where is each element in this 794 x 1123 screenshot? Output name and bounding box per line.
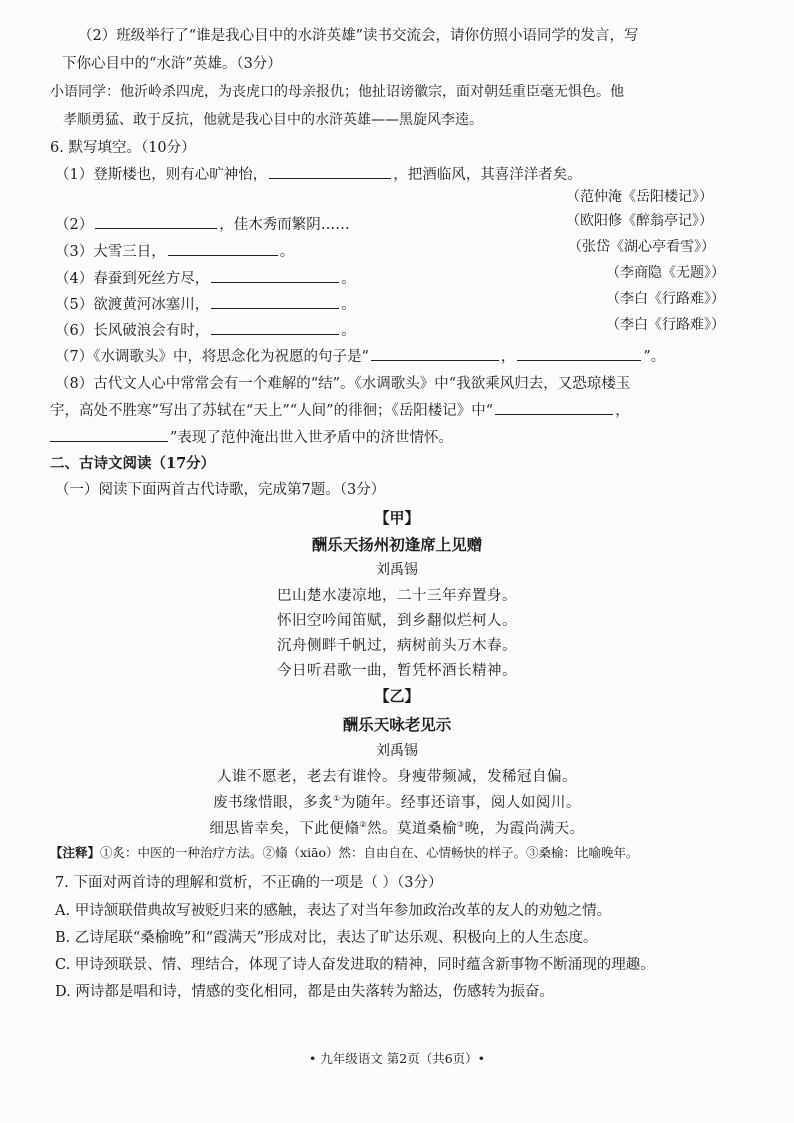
- q6-item6-blank[interactable]: [211, 320, 339, 335]
- q5-2-line2: 下你心目中的“水浒”英雄。（3分）: [62, 56, 282, 72]
- footnote-marker-3: ③: [457, 820, 465, 830]
- q7-option-b[interactable]: B. 乙诗尾联“桑榆晚”和“霞满天”形成对比，表达了旷达乐观、积极向上的人生态度。: [55, 930, 598, 946]
- q6-item3-source: （张岱《湖心亭看雪》）: [568, 239, 715, 255]
- q6-item2-post: ，佳木秀而繁阴……: [219, 217, 350, 233]
- q6-item6-post: 。: [341, 323, 356, 339]
- poem-yi-line2: [0, 791, 794, 812]
- q6-item4-post: 。: [341, 271, 356, 287]
- poem-yi-line3-b: 然。莫道桑榆: [367, 821, 457, 837]
- q6-item7-blank-2[interactable]: [517, 346, 641, 361]
- q6-item8-blank-2[interactable]: [50, 427, 168, 442]
- poem-yi-title: 酬乐天咏老见示: [342, 716, 452, 734]
- poem-yi-author: 刘禹锡: [376, 743, 418, 759]
- q6-item3-blank[interactable]: [168, 241, 278, 256]
- notes-text: ①炙：中医的一种治疗方法。②翛（xiāo）然：自由自在、心情畅快的样子。③桑榆：比喻晚年。: [100, 845, 639, 860]
- q6-item6-pre: （6）长风破浪会有时，: [55, 323, 210, 339]
- q6-item5-post: 。: [341, 297, 356, 313]
- q6-item8-line2-post: ，: [615, 403, 630, 419]
- q6-item3-pre: （3）大雪三日，: [55, 244, 166, 260]
- q6-item5-pre: （5）欲渡黄河冰塞川，: [55, 297, 210, 313]
- q6-item7: [55, 346, 665, 368]
- q6-item6: [55, 320, 356, 342]
- q6-item1: [55, 164, 582, 186]
- poem-yi-line2-a: 废书缘惜眼，多炙: [213, 795, 334, 811]
- q6-item8-blank-1[interactable]: [495, 400, 613, 415]
- poem-yi-tag: 【乙】: [374, 687, 420, 705]
- q6-item5-blank[interactable]: [211, 294, 339, 309]
- q6-item3: [55, 241, 294, 263]
- q6-item4-pre: （4）春蚕到死丝方尽，: [55, 271, 210, 287]
- q7-option-d[interactable]: D. 两诗都是唱和诗，情感的变化相同，都是由失落转为豁达，伤感转为振奋。: [55, 984, 554, 1000]
- q6-item5: [55, 294, 356, 316]
- q6-item6-source: （李白《行路难》）: [606, 317, 725, 333]
- poem-jia-tag: 【甲】: [374, 509, 420, 527]
- q6-item5-source: （李白《行路难》）: [606, 291, 725, 307]
- poem-jia-author: 刘禹锡: [376, 562, 418, 578]
- q7-option-c[interactable]: C. 甲诗颈联景、情、理结合，体现了诗人奋发进取的精神，同时蕴含新事物不断涌现的理趣。: [55, 957, 655, 973]
- q6-item7-post: ”。: [643, 349, 666, 365]
- q6-item7-blank-1[interactable]: [371, 346, 499, 361]
- q6-item2-blank[interactable]: [95, 214, 217, 229]
- poem-jia-line: 沉舟侧畔千帆过，病树前头万木春。: [277, 638, 517, 654]
- poem-jia-line: 今日听君歌一曲，暂凭杯酒长精神。: [277, 663, 517, 679]
- q6-item2-pre: （2）: [55, 217, 94, 233]
- q6-item1-blank[interactable]: [269, 164, 391, 179]
- q6-item7-pre: （7）《水调歌头》中，将思念化为祝愿的句子是“: [55, 349, 369, 365]
- q7-stem: 7. 下面对两首诗的理解和赏析，不正确的一项是（ ）（3分）: [55, 875, 443, 891]
- q5-2-example-line1: 小语同学：他沂岭杀四虎，为丧虎口的母亲报仇；他扯诏谤徽宗，面对朝廷重臣毫无惧色。他: [50, 84, 624, 100]
- poem-yi-line1: 人谁不愿老，老去有谁怜。身瘦带频减，发稀冠自偏。: [217, 769, 577, 785]
- q6-item4: [55, 268, 356, 290]
- section2-heading: 二、古诗文阅读（17分）: [50, 455, 216, 472]
- q6-item2: [55, 214, 350, 236]
- footnote-marker-1: ①: [333, 794, 341, 804]
- q6-heading: 6. 默写填空。（10分）: [50, 140, 196, 156]
- poem-yi-line2-b: 为随年。经事还谙事，阅人如阅川。: [340, 795, 581, 811]
- q6-item1-post: ，把酒临风，其喜洋洋者矣。: [393, 167, 582, 183]
- q5-2-example-line2: 孝顺勇猛、敢于反抗，他就是我心目中的水浒英雄——黑旋风李逵。: [63, 112, 483, 128]
- q6-item8-line2-text: 宇，高处不胜寒”写出了苏轼在“天上”“人间”的徘徊；《岳阳楼记》中“: [50, 403, 494, 419]
- poem-yi-line3-c: 晚，为霞尚满天。: [464, 821, 585, 837]
- poem-notes: [50, 842, 639, 864]
- q6-item2-source: （欧阳修《醉翁亭记》）: [566, 213, 713, 229]
- q6-item8-line3: [50, 427, 453, 449]
- q6-item8-line3-post: ”表现了范仲淹出世入世矛盾中的济世情怀。: [170, 430, 453, 446]
- poem-yi-line3: [0, 817, 794, 838]
- q6-item7-mid: ，: [500, 349, 516, 365]
- q6-item4-blank[interactable]: [211, 268, 339, 283]
- q6-item8-line2: [50, 400, 630, 422]
- q6-item1-source: （范仲淹《岳阳楼记》）: [566, 189, 713, 205]
- page-footer: • 九年级语文 第2页（共6页）•: [308, 1051, 486, 1066]
- notes-label: 【注释】: [50, 845, 101, 860]
- q6-item3-post: 。: [279, 244, 295, 260]
- q7-option-a[interactable]: A. 甲诗颔联借典故写被贬归来的感触，表达了对当年参加政治改革的友人的劝勉之情。: [55, 903, 612, 919]
- poem-jia-line: 怀旧空吟闻笛赋，到乡翻似烂柯人。: [277, 613, 517, 629]
- poem-yi-line3-a: 细思皆幸矣，下此便翛: [209, 821, 360, 837]
- section2-sub1: （一）阅读下面两首古代诗歌，完成第7题。（3分）: [55, 482, 386, 498]
- q6-item1-pre: （1）登斯楼也，则有心旷神怡，: [55, 167, 268, 183]
- q6-item8-line1: （8）古代文人心中常常会有一个难解的“结”。《水调歌头》中“我欲乘风归去，又恐琼楼玉: [55, 376, 631, 392]
- poem-jia-title: 酬乐天扬州初逢席上见赠: [311, 536, 483, 554]
- poem-jia-line: 巴山楚水凄凉地，二十三年弃置身。: [277, 588, 517, 604]
- footnote-marker-2: ②: [359, 820, 367, 830]
- q6-item4-source: （李商隐《无题》）: [606, 265, 725, 281]
- q5-2-line1: （2）班级举行了“谁是我心目中的水浒英雄”读书交流会，请你仿照小语同学的发言，写: [78, 28, 639, 44]
